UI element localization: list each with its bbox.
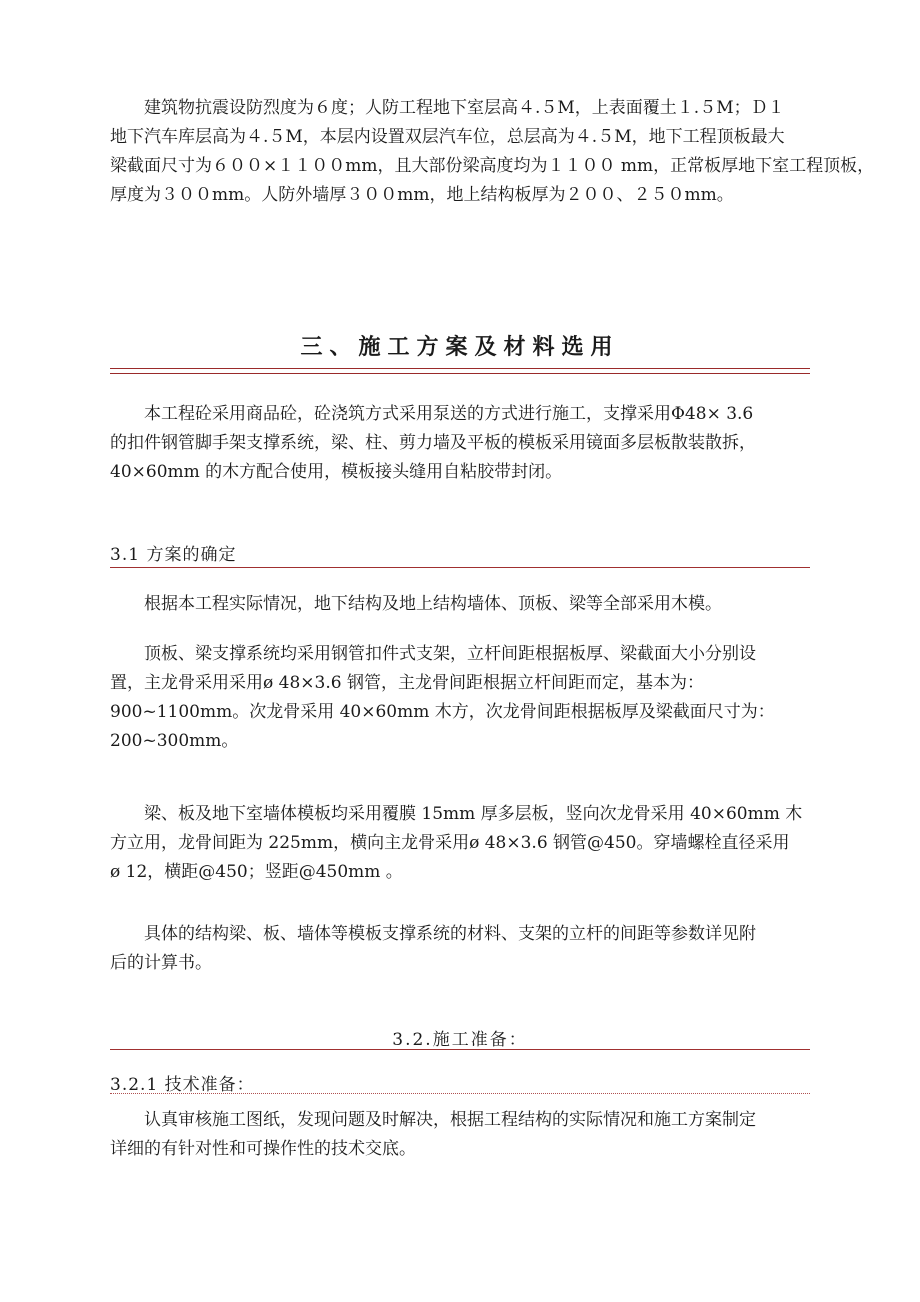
paragraph-line: 详细的有针对性和可操作性的技术交底。 bbox=[110, 1139, 416, 1159]
paragraph-line: 具体的结构梁、板、墙体等模板支撑系统的材料、支架的立杆的间距等参数详见附 bbox=[144, 924, 756, 944]
section31-paragraph-1 bbox=[110, 590, 810, 619]
paragraph-line: 建筑物抗震设防烈度为６度；人防工程地下室层高４.５M，上表面覆土１.５M；Ｄ１ bbox=[144, 98, 785, 118]
paragraph-line: 200~300mm。 bbox=[110, 731, 239, 751]
paragraph-line: 的扣件钢管脚手架支撑系统，梁、柱、剪力墙及平板的模板采用镜面多层板散装散拆， bbox=[110, 433, 756, 453]
paragraph-line: 地下汽车库层高为４.５M，本层内设置双层汽车位，总层高为４.５M，地下工程顶板最大 bbox=[110, 127, 785, 147]
section31-paragraph-2 bbox=[110, 640, 810, 756]
section31-heading: 3.1 方案的确定 bbox=[110, 545, 237, 565]
section321-divider bbox=[110, 1093, 810, 1094]
paragraph-line: 梁、板及地下室墙体模板均采用覆膜 15mm 厚多层板，竖向次龙骨采用 40×60mm 木 bbox=[144, 804, 803, 824]
paragraph-line: 置，主龙骨采用采用ø 48×3.6 钢管，主龙骨间距根据立杆间距而定，基本为： bbox=[110, 673, 704, 693]
paragraph-line: 厚度为３００mm。人防外墙厚３００mm，地上结构板厚为２００、２５０mm。 bbox=[110, 185, 734, 205]
section32-heading: 3.2.施工准备： bbox=[392, 1030, 528, 1050]
section321-paragraph bbox=[110, 1106, 810, 1164]
intro-paragraph bbox=[110, 94, 875, 210]
paragraph-line: 梁截面尺寸为６００×１１００mm，且大部份梁高度均为１１００ mm，正常板厚地下室工程顶板， bbox=[110, 156, 875, 176]
paragraph-line: 认真审核施工图纸，发现问题及时解决，根据工程结构的实际情况和施工方案制定 bbox=[144, 1110, 756, 1130]
paragraph-line: ø 12，横距@450；竖距@450mm 。 bbox=[110, 862, 403, 882]
paragraph-line: 本工程砼采用商品砼，砼浇筑方式采用泵送的方式进行施工，支撑采用Φ48× 3.6 bbox=[144, 404, 754, 424]
section32-divider bbox=[110, 1049, 810, 1050]
paragraph-line: 根据本工程实际情况，地下结构及地上结构墙体、顶板、梁等全部采用木模。 bbox=[144, 594, 722, 614]
section321-heading: 3.2.1 技术准备： bbox=[110, 1075, 255, 1095]
section31-paragraph-4 bbox=[110, 920, 810, 978]
section3-paragraph bbox=[110, 400, 810, 487]
paragraph-line: 40×60mm 的木方配合使用，模板接头缝用自粘胶带封闭。 bbox=[110, 462, 563, 482]
paragraph-line: 900~1100mm。次龙骨采用 40×60mm 木方，次龙骨间距根据板厚及梁截面尺寸为： bbox=[110, 702, 775, 722]
paragraph-line: 后的计算书。 bbox=[110, 953, 212, 973]
paragraph-line: 方立用，龙骨间距为 225mm，横向主龙骨采用ø 48×3.6 钢管@450。穿墙螺栓直径采用 bbox=[110, 833, 790, 853]
title-divider bbox=[110, 368, 810, 374]
paragraph-line: 顶板、梁支撑系统均采用钢管扣件式支架，立杆间距根据板厚、梁截面大小分别设 bbox=[144, 644, 756, 664]
section-title: 三、施工方案及材料选用 bbox=[300, 334, 620, 360]
section31-divider bbox=[110, 567, 810, 568]
section31-paragraph-3 bbox=[110, 800, 810, 887]
